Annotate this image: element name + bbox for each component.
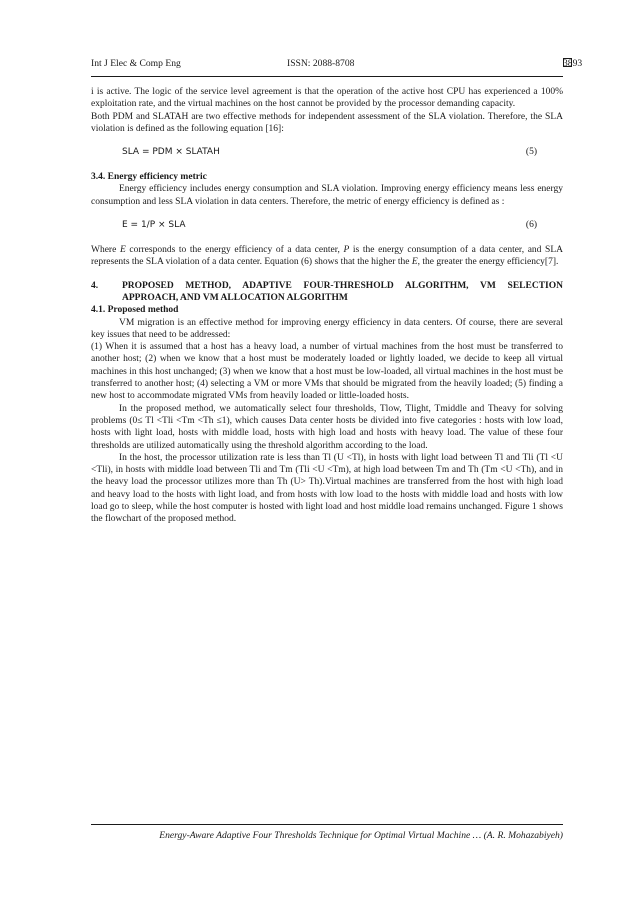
equation-5-text: SLA = PDM × SLATAH [122, 147, 220, 158]
variable-e-2: E [411, 257, 418, 268]
where-text-3: is the energy consumption of a data center, and SLA represents the SLA violation of a data center. Equation (6) shows that the higher the [91, 245, 563, 268]
section-4-1-paragraph-3: In the proposed method, we automatically select four thresholds, Tlow, Tlight, Tmiddle and Theavy for solving problems (0≤ Tl <Tli <Tm <Th ≤1), which causes Data center hosts be divided into five categories : hosts with low load, hosts with light load, hosts with middle load, hosts with high load and hosts with heavy load. The value of these four thresholds are utilized automatically using the threshold algorithm according to the load. [91, 403, 563, 451]
section-4-1-paragraph-4: In the host, the processor utilization rate is less than Tl (U <Tl), in hosts with light load between Tl and Tli (Tl <U <Tli), in hosts with middle load between Tli and Tm (Tli <U <Tm), at high load between Tm and Th (Tm <U <Th), and in the heavy load the processor utilizes more than Th (U> Th).Virtual machines are transferred from the host with high load and heavy load to the hosts with light load, and from hosts with low load to the hosts with middle load and hosts with low load go to sleep, while the host computer is hosted with light load and host middle load remains unchanged. Figure 1 shows the flowchart of the proposed method. [91, 452, 563, 525]
section-4-1-paragraph-2: (1) When it is assumed that a host has a heavy load, a number of virtual machines from the host must be transferred to another host; (2) when we know that a host must be moderately loaded or lightly loaded, we decide to keep all virtual machines in this host unchanged; (3) when we know that a host must be low-loaded, all virtual machines in the host must be transferred to another host; (4) selecting a VM or more VMs that should be migrated from the heavily loaded; (5) finding a new host to accommodate migrated VMs from heavily loaded or little-loaded hosts. [91, 342, 564, 402]
equation-6-text: E = 1/P × SLA [122, 220, 186, 231]
section-4-number: 4. [91, 280, 99, 291]
page-number: 3893 [563, 58, 583, 69]
intro-paragraph: i is active. The logic of the service level agreement is that the operation of the active host CPU has experienced a 100% exploitation rate, and the virtual machines on the host cannot be provided by the processor demanding capacity. [91, 87, 563, 110]
equation-5 [91, 146, 563, 159]
pdm-paragraph: Both PDM and SLATAH are two effective methods for independent assessment of the SLA violation. Therefore, the SLA violation is defined as the following equation [16]: [91, 111, 563, 134]
equation-6-number: (6) [525, 220, 537, 231]
header-divider [91, 76, 563, 77]
page-footer: Energy-Aware Adaptive Four Thresholds Technique for Optimal Virtual Machine … (A. R. Mohazabiyeh) [159, 830, 563, 841]
variable-p: P [343, 245, 350, 256]
where-text-4: , the greater the energy efficiency[7]. [417, 257, 559, 268]
page-body [91, 86, 563, 526]
equation-5-number: (5) [525, 147, 537, 158]
journal-issn: ISSN: 2088-8708 [287, 58, 355, 69]
equation-6 [91, 219, 563, 232]
where-text-1: Where [91, 245, 120, 256]
section-3-4-paragraph: Energy efficiency includes energy consumption and SLA violation. Improving energy efficiency means less energy consumption and less SLA violation in data centers. Therefore, the metric of energy efficiency is defined as : [91, 184, 563, 207]
footer-divider [91, 824, 563, 825]
variable-e: E [119, 245, 126, 256]
journal-name: Int J Elec & Comp Eng [91, 58, 181, 69]
where-text-2: corresponds to the energy efficiency of a data center, [125, 245, 344, 256]
section-4-1-heading: 4.1. Proposed method [91, 305, 179, 316]
section-4-title: PROPOSED METHOD, ADAPTIVE FOUR-THRESHOLD ALGORITHM, VM SELECTION APPROACH, AND VM ALLOCATION ALGORITHM [122, 280, 563, 303]
section-4-heading [91, 280, 563, 305]
page-header [91, 58, 583, 74]
section-3-4-heading: 3.4. Energy efficiency metric [91, 172, 207, 183]
section-4-1-paragraph-1: VM migration is an effective method for improving energy efficiency in data centers. Of course, there are several key issues that need to be addressed: [91, 317, 563, 340]
where-paragraph [91, 244, 563, 269]
